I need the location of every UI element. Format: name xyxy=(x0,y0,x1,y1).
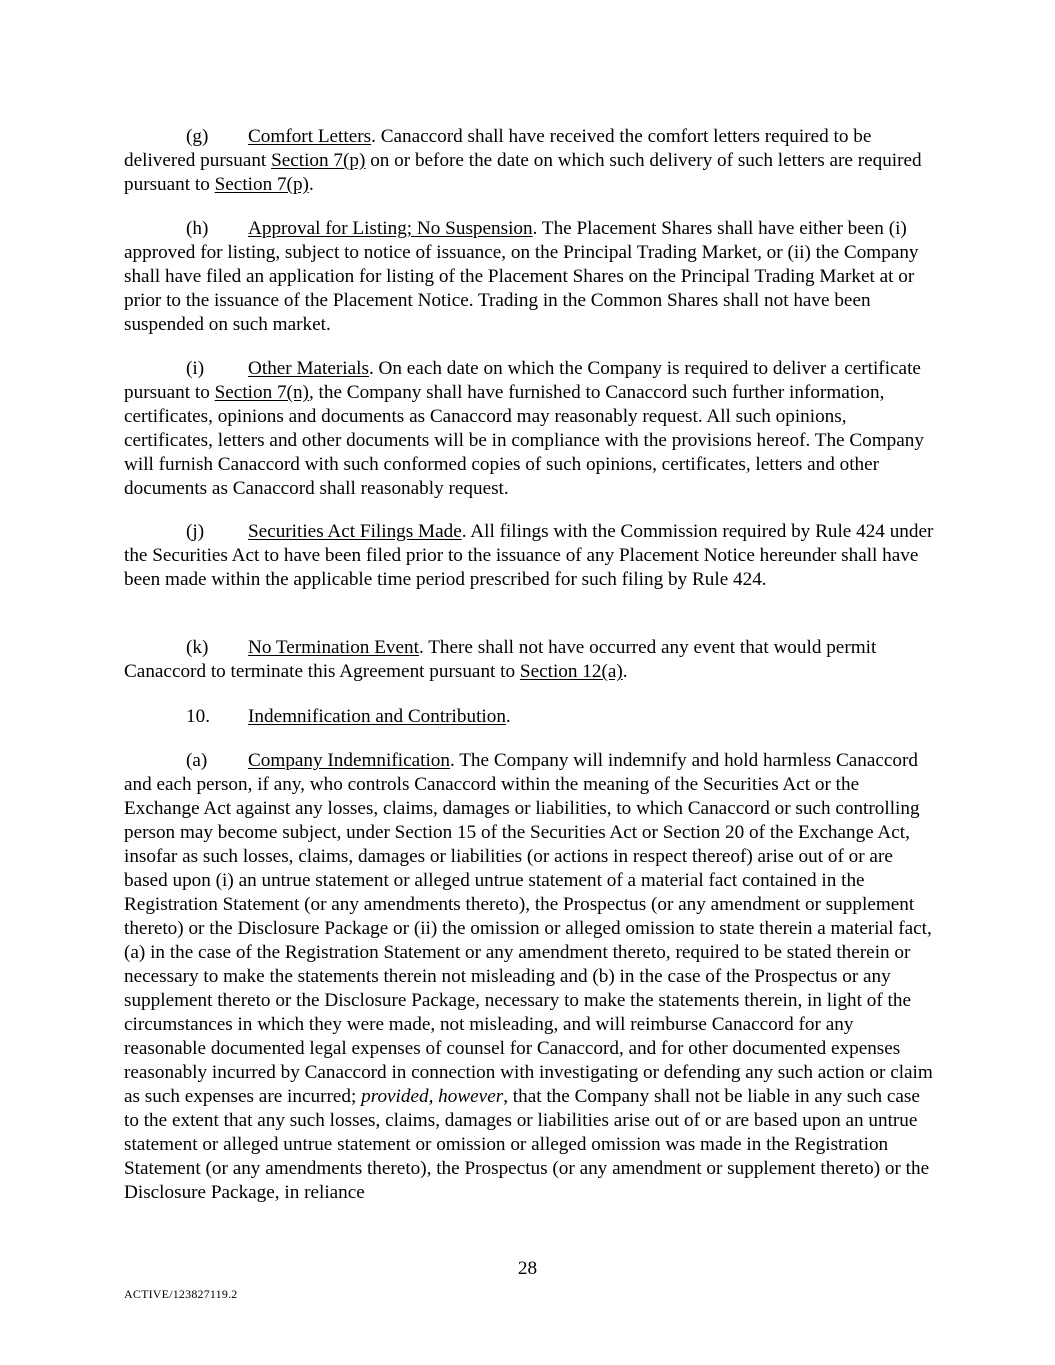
paragraph-g xyxy=(124,125,934,197)
section-reference: Section 7(p) xyxy=(271,150,366,171)
paragraph-text: . There shall not have occurred any event that would permit Canaccord to terminate this Agreement pursuant to xyxy=(124,637,877,682)
paragraph-text: . xyxy=(622,661,628,682)
paragraph-text: on or before the date on which such delivery of such letters are required pursuant to xyxy=(124,150,922,195)
paragraph-text: . The Company will indemnify and hold harmless Canaccord and each person, if any, who controls Canaccord within the meaning of the Securities Act or the Exchange Act against any losses, claims, damages or liabilities, to which Canaccord or such controlling person may become subject, under Section 15 of the Securities Act or Section 20 of the Exchange Act, insofar as such losses, claims, damages or liabilities (or actions in respect thereof) arise out of or are based upon (i) an untrue statement or alleged untrue statement of a material fact contained in the Registration Statement (or any amendments thereto), the Prospectus (or any amendment or supplement thereto) or the Disclosure Package or (ii) the omission or alleged omission to state therein a material fact, (a) in the case of the Registration Statement or any amendment thereto, required to be stated therein or necessary to make the statements therein not misleading and (b) in the case of the Prospectus or any supplement thereto or the Disclosure Package, necessary to make the statements therein, in light of the circumstances in which they were made, not misleading, and will reimburse Canaccord for any reasonable documented legal expenses of counsel for Canaccord, and for other documented expenses reasonably incurred by Canaccord in connection with investigating or defending any such action or claim as such expenses are incurred; xyxy=(124,750,933,1107)
section-number: 10. xyxy=(186,706,210,727)
paragraph-h xyxy=(124,217,934,337)
paragraph-heading: Securities Act Filings Made xyxy=(248,521,462,542)
paragraph-j xyxy=(124,520,934,592)
paragraph-heading: No Termination Event xyxy=(248,637,419,658)
paragraph-text: . xyxy=(505,706,511,727)
paragraph-label: (h) xyxy=(186,218,209,239)
section-reference: Section 7(p) xyxy=(214,174,309,195)
paragraph-text: , the Company shall have furnished to Canaccord such further information, certificates, opinions and documents as Canaccord may reasonably request. All such opinions, certificates, letters and other documents will be in compliance with the provisions hereof. The Company will furnish Canaccord with such conformed copies of such opinions, certificates, letters and other documents as Canaccord shall reasonably request. xyxy=(124,382,924,499)
document-footer-id: ACTIVE/123827119.2 xyxy=(124,1287,238,1301)
paragraph-label: (j) xyxy=(186,521,205,542)
paragraph-i xyxy=(124,357,934,501)
paragraph-heading: Other Materials xyxy=(248,358,369,379)
paragraph-text: . xyxy=(308,174,314,195)
paragraph-heading: Approval for Listing; No Suspension xyxy=(248,218,533,239)
section-reference: Section 7(n) xyxy=(214,382,309,403)
section-10-heading xyxy=(124,705,934,729)
italic-phrase: provided, however xyxy=(361,1086,504,1107)
paragraph-text: . On each date on which the Company is required to deliver a certificate pursuant to xyxy=(124,358,921,403)
paragraph-text: . All filings with the Commission required by Rule 424 under the Securities Act to have been filed prior to the issuance of any Placement Notice hereunder shall have been made within the applicable time period prescribed for such filing by Rule 424. xyxy=(124,521,934,590)
paragraph-heading: Comfort Letters xyxy=(248,126,372,147)
section-reference: Section 12(a) xyxy=(519,661,623,682)
paragraph-k xyxy=(124,636,934,684)
paragraph-label: (k) xyxy=(186,637,209,658)
paragraph-text: . Canaccord shall have received the comfort letters required to be delivered pursuant xyxy=(124,126,872,171)
paragraph-label: (a) xyxy=(186,750,208,771)
paragraph-text: , that the Company shall not be liable in any such case to the extent that any such losses, claims, damages or liabilities arise out of or are based upon an untrue statement or alleged untrue statement or omission or alleged omission was made in the Registration Statement (or any amendments thereto), the Prospectus (or any amendment or supplement thereto) or the Disclosure Package, in reliance xyxy=(124,1086,930,1203)
section-title: Indemnification and Contribution xyxy=(248,706,506,727)
paragraph-text: . The Placement Shares shall have either been (i) approved for listing, subject to notice of issuance, on the Principal Trading Market, or (ii) the Company shall have filed an application for listing of the Placement Shares on the Principal Trading Market at or prior to the issuance of the Placement Notice. Trading in the Common Shares shall not have been suspended on such market. xyxy=(124,218,919,335)
paragraph-label: (i) xyxy=(186,358,205,379)
paragraph-label: (g) xyxy=(186,126,209,147)
paragraph-a xyxy=(124,749,934,1205)
paragraph-heading: Company Indemnification xyxy=(248,750,450,771)
page-number: 28 xyxy=(517,1258,538,1279)
